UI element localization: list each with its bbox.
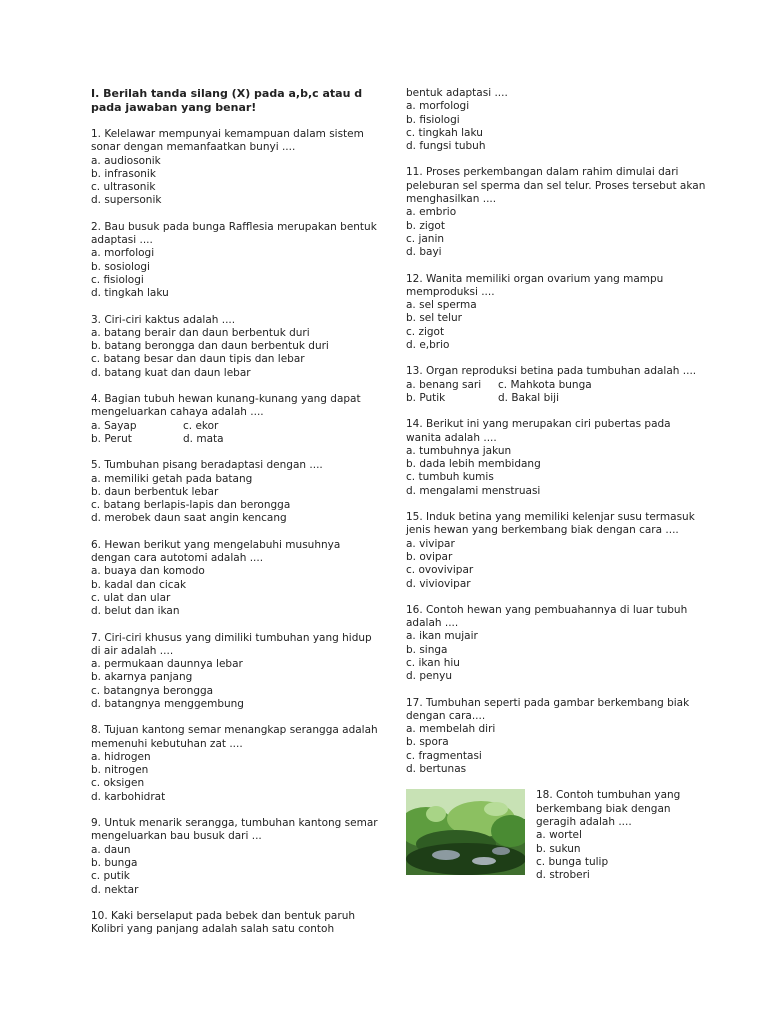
question-stem: bentuk adaptasi ....: [406, 87, 508, 99]
answer-option[interactable]: b. infrasonik: [91, 167, 156, 180]
answer-option[interactable]: b. singa: [406, 643, 448, 656]
right-column: [406, 87, 709, 882]
option-a[interactable]: a. wortel: [536, 829, 582, 842]
answer-option[interactable]: d. penyu: [406, 670, 452, 683]
question-item: [91, 459, 381, 525]
answer-option[interactable]: a. Sayap: [91, 419, 137, 432]
answer-option[interactable]: c. Mahkota bunga: [498, 378, 592, 391]
question-item: [406, 418, 706, 498]
option-grid: [406, 379, 706, 406]
answer-option[interactable]: c. ovovivipar: [406, 564, 474, 577]
question-stem: 15. Induk betina yang memiliki kelenjar susu termasuk jenis hewan yang berkembang biak dengan cara ....: [406, 511, 699, 537]
answer-option[interactable]: c. ulat dan ular: [91, 591, 171, 604]
answer-option[interactable]: d. mengalami menstruasi: [406, 484, 541, 497]
answer-option[interactable]: c. janin: [406, 232, 445, 245]
answer-option[interactable]: d. bayi: [406, 246, 442, 259]
question-item: [91, 221, 381, 301]
answer-option[interactable]: b. bunga: [91, 856, 138, 869]
answer-option[interactable]: b. nitrogen: [91, 764, 149, 777]
answer-option[interactable]: c. ultrasonik: [91, 181, 156, 194]
answer-option[interactable]: a. vivipar: [406, 537, 455, 550]
answer-option[interactable]: b. dada lebih membidang: [406, 458, 541, 471]
left-question-list: [91, 128, 381, 936]
answer-option[interactable]: a. daun: [91, 843, 131, 856]
question-item: [406, 365, 706, 405]
answer-option[interactable]: d. supersonik: [91, 194, 162, 207]
answer-option[interactable]: c. batangnya berongga: [91, 684, 214, 697]
answer-option[interactable]: c. putik: [91, 870, 130, 883]
answer-option[interactable]: b. zigot: [406, 219, 445, 232]
answer-option[interactable]: d. batangnya menggembung: [91, 697, 244, 710]
answer-option[interactable]: b. sosiologi: [91, 260, 150, 273]
question-stem: 6. Hewan berikut yang mengelabuhi musuhnya dengan cara autotomi adalah ....: [91, 538, 344, 565]
answer-option[interactable]: c. oksigen: [91, 777, 145, 790]
answer-option[interactable]: a. buaya dan komodo: [91, 565, 205, 578]
answer-option[interactable]: a. benang sari: [406, 378, 482, 391]
question-item: [406, 511, 706, 591]
answer-option[interactable]: b. Perut: [91, 432, 132, 445]
answer-option[interactable]: c. ikan hiu: [406, 656, 460, 669]
question-item: [406, 604, 706, 684]
question-item: [91, 817, 381, 897]
question-item: [91, 393, 381, 446]
answer-option[interactable]: c. tumbuh kumis: [406, 471, 494, 484]
moss-plant-image: [406, 789, 525, 875]
answer-option[interactable]: a. batang berair dan daun berbentuk duri: [91, 326, 310, 339]
answer-option[interactable]: b. Putik: [406, 391, 446, 404]
answer-option[interactable]: c. fragmentasi: [406, 749, 482, 762]
answer-option[interactable]: d. e,brio: [406, 339, 450, 352]
question-stem: 17. Tumbuhan seperti pada gambar berkembang biak dengan cara....: [406, 696, 693, 722]
answer-option[interactable]: c. batang berlapis-lapis dan berongga: [91, 499, 291, 512]
question-stem: 3. Ciri-ciri kaktus adalah ....: [91, 313, 236, 326]
answer-option[interactable]: a. membelah diri: [406, 723, 496, 736]
answer-option[interactable]: a. tumbuhnya jakun: [406, 444, 512, 457]
question-stem: 9. Untuk menarik serangga, tumbuhan kantong semar mengeluarkan bau busuk dari ...: [91, 817, 381, 843]
question-stem: 16. Contoh hewan yang pembuahannya di luar tubuh adalah ....: [406, 603, 691, 630]
question-stem: 11. Proses perkembangan dalam rahim dimulai dari peleburan sel sperma dan sel telur. Proses tersebut akan menghasilkan ....: [406, 166, 709, 206]
answer-option[interactable]: d. Bakal biji: [498, 391, 559, 404]
question-item: [91, 314, 381, 380]
answer-option[interactable]: b. daun berbentuk lebar: [91, 485, 219, 498]
answer-option[interactable]: d. fungsi tubuh: [406, 140, 486, 153]
question-item: [406, 166, 709, 259]
question-item: [91, 632, 381, 712]
option-b[interactable]: b. sukun: [536, 842, 581, 855]
instruction-heading: I. Berilah tanda silang (X) pada a,b,c atau d pada jawaban yang benar!: [91, 87, 363, 114]
question-stem: 5. Tumbuhan pisang beradaptasi dengan ....: [91, 459, 323, 472]
answer-option[interactable]: b. sel telur: [406, 312, 462, 325]
question-item: [406, 697, 706, 777]
answer-option[interactable]: c. zigot: [406, 325, 445, 338]
question-stem: 18. Contoh tumbuhan yang berkembang biak dengan geragih adalah ....: [536, 789, 681, 828]
answer-option[interactable]: a. hidrogen: [91, 750, 151, 763]
answer-option[interactable]: a. ikan mujair: [406, 630, 478, 643]
answer-option[interactable]: a. sel sperma: [406, 299, 477, 312]
question-stem: 10. Kaki berselaput pada bebek dan bentuk paruh Kolibri yang panjang adalah salah satu contoh: [91, 909, 359, 936]
answer-option[interactable]: c. batang besar dan daun tipis dan lebar: [91, 353, 305, 366]
answer-option[interactable]: d. batang kuat dan daun lebar: [91, 366, 251, 379]
answer-option[interactable]: c. ekor: [183, 419, 219, 432]
question-stem: 13. Organ reproduksi betina pada tumbuhan adalah ....: [406, 365, 697, 378]
answer-option[interactable]: d. merobek daun saat angin kencang: [91, 512, 287, 525]
question-stem: 12. Wanita memiliki organ ovarium yang mampu memproduksi ....: [406, 272, 667, 298]
question-stem: 8. Tujuan kantong semar menangkap serangga adalah memenuhi kebutuhan zat ....: [91, 724, 382, 750]
answer-option[interactable]: b. fisiologi: [406, 113, 460, 126]
question-item: [91, 539, 381, 619]
answer-option[interactable]: c. fisiologi: [91, 273, 144, 286]
option-c[interactable]: c. bunga tulip: [536, 855, 609, 868]
answer-option[interactable]: a. audiosonik: [91, 154, 161, 167]
question-stem: 14. Berikut ini yang merupakan ciri pubertas pada wanita adalah ....: [406, 418, 674, 444]
question-item: [91, 724, 381, 804]
answer-option[interactable]: b. batang berongga dan daun berbentuk duri: [91, 340, 329, 353]
answer-option[interactable]: d. nektar: [91, 883, 139, 896]
answer-option[interactable]: b. kadal dan cicak: [91, 578, 187, 591]
question-item: [91, 128, 381, 208]
question-stem: 7. Ciri-ciri khusus yang dimiliki tumbuhan yang hidup di air adalah ....: [91, 631, 376, 657]
answer-option[interactable]: c. tingkah laku: [406, 126, 483, 139]
answer-option[interactable]: a. morfologi: [406, 100, 470, 113]
answer-option[interactable]: d. viviovipar: [406, 577, 471, 590]
question-item: [406, 87, 706, 153]
answer-option[interactable]: a. permukaan daunnya lebar: [91, 658, 243, 671]
answer-option[interactable]: b. ovipar: [406, 550, 453, 563]
question-stem: 1. Kelelawar mempunyai kemampuan dalam sistem sonar dengan memanfaatkan bunyi ....: [91, 128, 368, 154]
answer-option[interactable]: d. belut dan ikan: [91, 605, 180, 618]
question-stem: 2. Bau busuk pada bunga Rafflesia merupakan bentuk adaptasi ....: [91, 220, 381, 247]
answer-option[interactable]: d. mata: [183, 432, 224, 445]
question-18-text: [536, 789, 706, 882]
question-item: [91, 910, 381, 937]
option-d[interactable]: d. stroberi: [536, 869, 590, 882]
answer-option[interactable]: b. spora: [406, 736, 449, 749]
question-stem: 4. Bagian tubuh hewan kunang-kunang yang dapat mengeluarkan cahaya adalah ....: [91, 393, 364, 419]
answer-option[interactable]: a. embrio: [406, 206, 457, 219]
answer-option[interactable]: d. karbohidrat: [91, 790, 166, 803]
left-column: [91, 87, 381, 949]
answer-option[interactable]: b. akarnya panjang: [91, 671, 193, 684]
option-grid: [91, 420, 381, 447]
answer-option[interactable]: a. morfologi: [91, 247, 155, 260]
right-question-list: [406, 87, 709, 776]
question-item: [406, 273, 706, 353]
answer-option[interactable]: d. bertunas: [406, 763, 467, 776]
question-18: [406, 789, 706, 882]
answer-option[interactable]: a. memiliki getah pada batang: [91, 472, 253, 485]
answer-option[interactable]: d. tingkah laku: [91, 287, 169, 300]
